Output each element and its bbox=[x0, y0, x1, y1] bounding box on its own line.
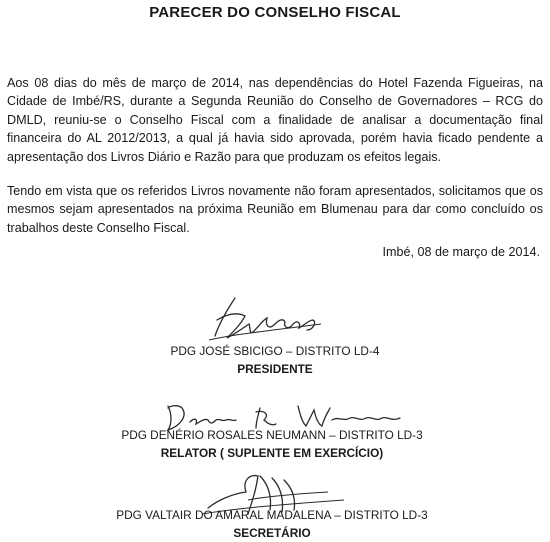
signatory-3-name: PDG VALTAIR DO AMARAL MADALENA – DISTRITO LD-3 bbox=[116, 508, 428, 522]
signatory-3-role: SECRETÁRIO bbox=[233, 526, 311, 540]
signatory-2 bbox=[22, 426, 522, 462]
signatory-1-role: PRESIDENTE bbox=[237, 362, 313, 376]
body-paragraph-1: Aos 08 dias do mês de março de 2014, nas dependências do Hotel Fazenda Figueiras, na Cidade de Imbé/RS, durante a Segunda Reunião do Conselho de Governadores – RCG do DMLD, reuniu-se o Conselho Fiscal com a finalidade de analisar a documentação final financeira do AL 2012/2013, a qual já havia sido aprovada, porém havia ficado pendente a apresentação dos Livros Diário e Razão para que produzam os efeitos legais. bbox=[7, 76, 543, 164]
signatory-1 bbox=[100, 342, 450, 378]
signatory-2-role: RELATOR ( SUPLENTE EM EXERCÍCIO) bbox=[160, 446, 384, 460]
signatory-1-name: PDG JOSÉ SBICIGO – DISTRITO LD-4 bbox=[170, 344, 380, 358]
signatory-3 bbox=[22, 506, 522, 542]
body-paragraph-2: Tendo em vista que os referidos Livros novamente não foram apresentados, solicitamos que os mesmos sejam apresentados na próxima Reunião em Blumenau para dar como concluído os trabalhos deste Conselho Fiscal. bbox=[7, 184, 543, 235]
date-line: Imbé, 08 de março de 2014. bbox=[382, 245, 540, 259]
signature-1-image bbox=[205, 290, 325, 350]
document-title: PARECER DO CONSELHO FISCAL bbox=[149, 4, 401, 21]
signatory-2-name: PDG DENÉRIO ROSALES NEUMANN – DISTRITO LD-3 bbox=[121, 428, 423, 442]
